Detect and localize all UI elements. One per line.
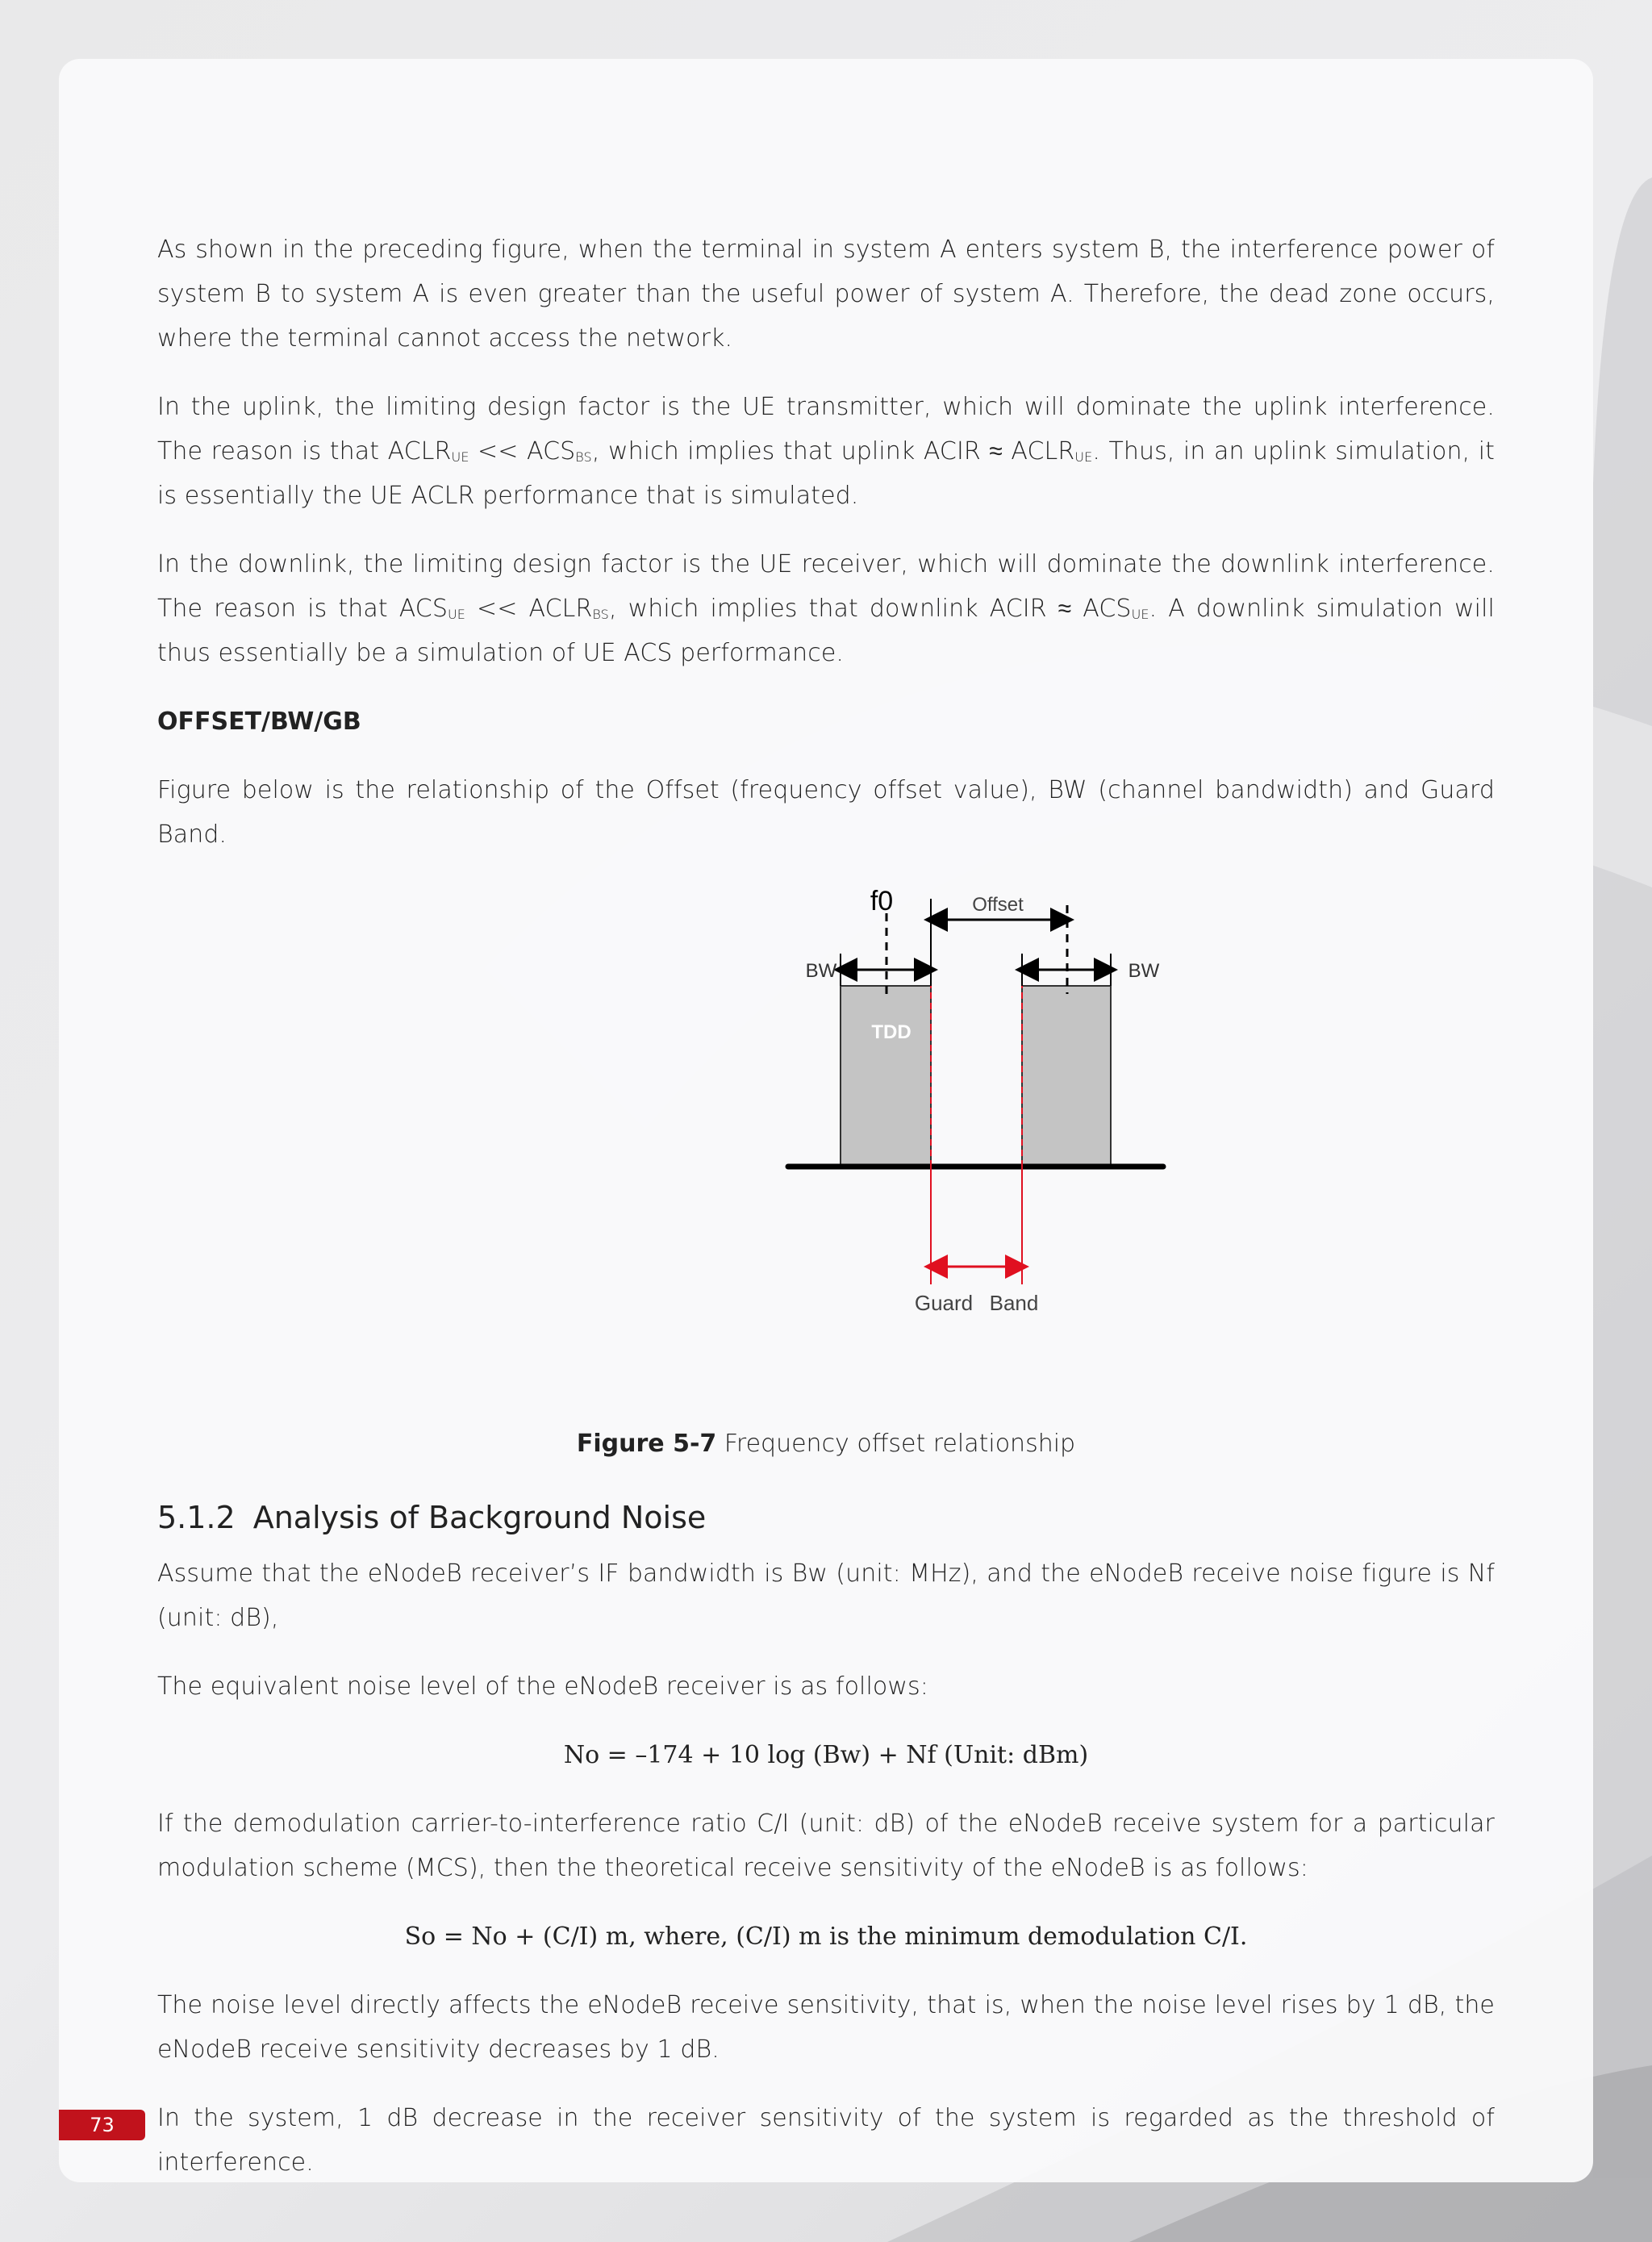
paragraph-demodulation: If the demodulation carrier-to-interference ratio C/I (unit: dB) of the eNodeB receive system for a particular modulation scheme (MCS), then the theoretical receive sensitivity of the eNodeB is as follows: [157, 1810, 1495, 1882]
paragraph-noise-effect: The noise level directly affects the eNodeB receive sensitivity, that is, when the noise level rises by 1 dB, the eNodeB receive sensitivity decreases by 1 dB. [157, 1991, 1495, 2064]
formula-noise-level: No = –174 + 10 log (Bw) + Nf (Unit: dBm) [563, 1741, 1089, 1769]
text-fragment: . A downlink simulation will thus essentially be a simulation of UE ACS performance. [157, 595, 1495, 667]
subscript: UE [1074, 449, 1093, 465]
text-fragment: << ACLR [465, 595, 593, 623]
subscript: UE [447, 607, 466, 622]
band-label: Band [989, 1291, 1039, 1315]
paragraph-uplink [157, 385, 1495, 518]
text-fragment: , which implies that uplink ACIR ≈ ACLR [591, 437, 1075, 466]
subscript: BS [575, 449, 592, 465]
text-fragment: << ACS [469, 437, 576, 466]
caption-label: Figure 5-7 [576, 1430, 717, 1458]
paragraph-dead-zone: As shown in the preceding figure, when the terminal in system A enters system B, the interference power of system B to system A is even greater than the useful power of system A. Therefore, the dead zone occurs, where the terminal cannot access the network. [157, 236, 1495, 353]
tdd-block-left [841, 986, 931, 1165]
figure-caption [157, 1430, 1495, 1458]
bw-left-label: BW [805, 960, 837, 982]
subheading-offset-bw-gb: OFFSET/BW/GB [157, 708, 361, 736]
text-fragment: In the downlink, the limiting design factor is the UE receiver, which will dominate the downlink interference. The reason is that ACS [157, 550, 1495, 623]
text-fragment: , which implies that downlink ACIR ≈ ACS [608, 595, 1132, 623]
paragraph-downlink [157, 542, 1495, 675]
caption-text: Frequency offset relationship [716, 1430, 1076, 1458]
paragraph-threshold: In the system, 1 dB decrease in the receiver sensitivity of the system is regarded as the threshold of interference. [157, 2104, 1495, 2177]
page-number: 73 [59, 2110, 145, 2140]
section-heading [157, 1500, 1495, 1535]
frequency-offset-figure [157, 881, 1495, 1430]
bw-right-label: BW [1128, 960, 1160, 982]
paragraph-equivalent-noise: The equivalent noise level of the eNodeB receiver is as follows: [157, 1672, 928, 1701]
paragraph-assume: Assume that the eNodeB receiver’s IF bandwidth is Bw (unit: MHz), and the eNodeB receive noise figure is Nf (unit: dB), [157, 1559, 1495, 1632]
subscript: BS [592, 607, 609, 622]
f0-label: f0 [870, 886, 894, 916]
text-fragment: In the uplink, the limiting design factor is the UE transmitter, which will dominate the uplink interference. The reason is that ACLR [157, 393, 1495, 466]
subscript: UE [1131, 607, 1149, 622]
guard-label: Guard [914, 1291, 974, 1315]
section-title: Analysis of Background Noise [252, 1500, 707, 1535]
formula-sensitivity: So = No + (C/I) m, where, (C/I) m is the minimum demodulation C/I. [404, 1923, 1248, 1951]
page-content [157, 228, 1495, 2209]
section-number: 5.1.2 [157, 1500, 236, 1535]
adjacent-block-right [1022, 986, 1111, 1165]
paragraph-figure-intro: Figure below is the relationship of the Offset (frequency offset value), BW (channel bandwidth) and Guard Band. [157, 776, 1495, 849]
subscript: UE [451, 449, 469, 465]
frequency-offset-diagram [613, 881, 1160, 1430]
tdd-label: TDD [871, 1021, 912, 1043]
text-fragment: . Thus, in an uplink simulation, it is essentially the UE ACLR performance that is simulated. [157, 437, 1496, 510]
offset-label: Offset [972, 894, 1024, 916]
